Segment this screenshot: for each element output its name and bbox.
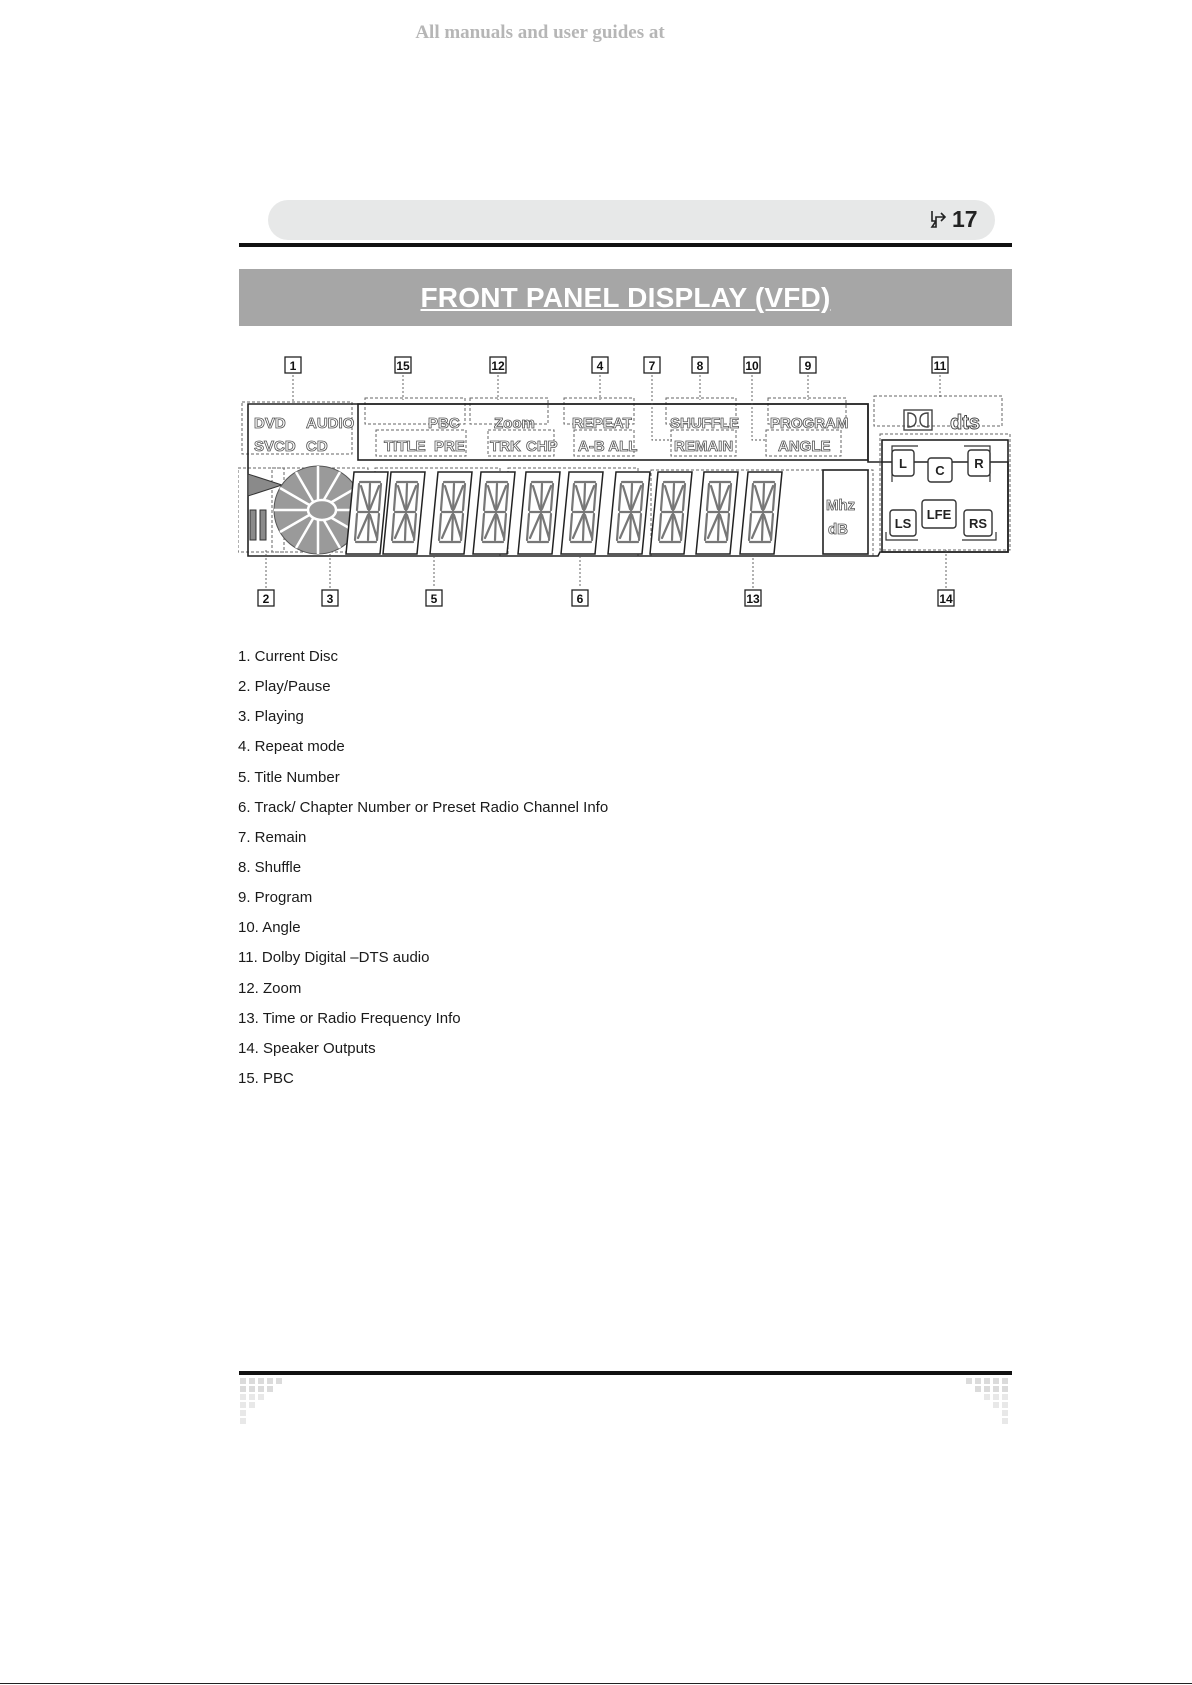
bottom-rule xyxy=(239,1371,1012,1375)
indicator-zoom: Zoom xyxy=(494,415,535,432)
legend-item: 2. Play/Pause xyxy=(238,678,331,696)
svg-text:13: 13 xyxy=(746,592,760,606)
speaker-ls: LS xyxy=(894,516,912,531)
watermark: All manuals and user guides at xyxy=(415,22,665,43)
indicator-cd: CD xyxy=(306,438,328,455)
callout-6 xyxy=(572,590,588,606)
speaker-c: C xyxy=(935,463,945,478)
callout-1 xyxy=(285,357,301,373)
callout-7 xyxy=(644,357,660,373)
legend-item: 11. Dolby Digital –DTS audio xyxy=(238,949,430,967)
indicator-remain: REMAIN xyxy=(674,438,734,455)
svg-text:11: 11 xyxy=(933,359,947,373)
svg-text:12: 12 xyxy=(491,359,505,373)
callout-15 xyxy=(395,357,411,373)
legend-list xyxy=(238,648,608,1100)
svg-text:4: 4 xyxy=(596,359,604,373)
svg-text:15: 15 xyxy=(396,359,410,373)
callout-14 xyxy=(938,590,954,606)
digit-cell-2 xyxy=(383,472,425,554)
digit-cell-3 xyxy=(430,472,472,554)
pause-icon xyxy=(250,510,266,540)
speaker-r: R xyxy=(974,456,984,471)
dolby-logo-icon xyxy=(904,410,932,430)
svg-text:5: 5 xyxy=(430,592,438,606)
svg-text:14: 14 xyxy=(939,592,953,606)
digit-cells xyxy=(346,472,782,554)
group-box-dts xyxy=(874,396,1002,426)
indicator-pre: PRE xyxy=(434,438,465,455)
speaker-l: L xyxy=(899,456,907,471)
legend-item: 9. Program xyxy=(238,889,313,907)
callout-4 xyxy=(592,357,608,373)
play-icon xyxy=(248,474,282,496)
digit-cell-6 xyxy=(561,472,603,554)
callout-12 xyxy=(490,357,506,373)
top-rule xyxy=(239,243,1012,247)
header-bar xyxy=(268,200,995,240)
page-number xyxy=(928,206,978,233)
indicator-trk: TRK xyxy=(490,438,521,455)
digit-cell-8 xyxy=(650,472,692,554)
callout-3 xyxy=(322,590,338,606)
callout-13 xyxy=(745,590,761,606)
hand-pointer-icon xyxy=(928,209,950,231)
svg-text:10: 10 xyxy=(745,359,759,373)
legend-item: 13. Time or Radio Frequency Info xyxy=(238,1009,461,1027)
callout-5 xyxy=(426,590,442,606)
svg-text:1: 1 xyxy=(289,359,297,373)
indicator-pbc: PBC xyxy=(428,415,460,432)
legend-item: 6. Track/ Chapter Number or Preset Radio Channel Info xyxy=(238,798,609,816)
indicator-program: PROGRAM xyxy=(770,415,849,432)
legend-item: 12. Zoom xyxy=(238,979,302,997)
indicator-audio: AUDIO xyxy=(306,415,355,432)
legend-item: 1. Current Disc xyxy=(238,648,339,665)
svg-text:2: 2 xyxy=(262,592,270,606)
legend-item: 15. PBC xyxy=(238,1069,294,1087)
indicator-ab-all: A-B ALL xyxy=(578,438,638,455)
page-number-text: 17 xyxy=(952,206,978,232)
svg-text:6: 6 xyxy=(576,592,584,606)
svg-text:8: 8 xyxy=(696,359,704,373)
legend-item: 14. Speaker Outputs xyxy=(238,1039,376,1057)
indicator-title: TITLE xyxy=(384,438,426,455)
indicator-angle: ANGLE xyxy=(778,438,831,455)
callout-10 xyxy=(744,357,760,373)
legend-item: 7. Remain xyxy=(238,828,307,846)
legend-item: 10. Angle xyxy=(238,919,301,937)
speaker-rs: RS xyxy=(968,516,988,531)
callout-11 xyxy=(932,357,948,373)
indicator-chp: CHP xyxy=(526,438,558,455)
indicator-db: dB xyxy=(828,521,848,538)
digit-cell-1 xyxy=(346,472,388,554)
digit-cell-4 xyxy=(473,472,515,554)
speaker-lfe: LFE xyxy=(926,507,952,522)
indicator-shuffle: SHUFFLE xyxy=(670,415,740,432)
vfd-diagram xyxy=(238,350,1014,612)
indicator-svcd: SVCD xyxy=(254,438,296,455)
indicator-mhz: Mhz xyxy=(826,497,856,514)
svg-text:9: 9 xyxy=(804,359,812,373)
legend-item: 3. Playing xyxy=(238,708,304,726)
digit-cell-5 xyxy=(518,472,560,554)
svg-text:7: 7 xyxy=(648,359,656,373)
legend-item: 5. Title Number xyxy=(238,768,340,786)
digit-cell-10 xyxy=(740,472,782,554)
legend-item: 4. Repeat mode xyxy=(238,738,345,756)
indicator-dts: dts xyxy=(950,412,980,434)
indicator-dvd: DVD xyxy=(254,415,286,432)
digit-cell-7 xyxy=(608,472,650,554)
dot-pattern-left xyxy=(240,1378,296,1428)
digit-cell-9 xyxy=(696,472,738,554)
dot-pattern-right xyxy=(956,1378,1012,1428)
callout-2 xyxy=(258,590,274,606)
svg-text:3: 3 xyxy=(326,592,334,606)
legend-item: 8. Shuffle xyxy=(238,858,302,876)
indicator-repeat: REPEAT xyxy=(572,415,632,432)
title-band xyxy=(239,269,1012,326)
page-title: FRONT PANEL DISPLAY (VFD) xyxy=(420,281,831,313)
callout-8 xyxy=(692,357,708,373)
callout-9 xyxy=(800,357,816,373)
page-edge-line xyxy=(0,1683,1192,1684)
